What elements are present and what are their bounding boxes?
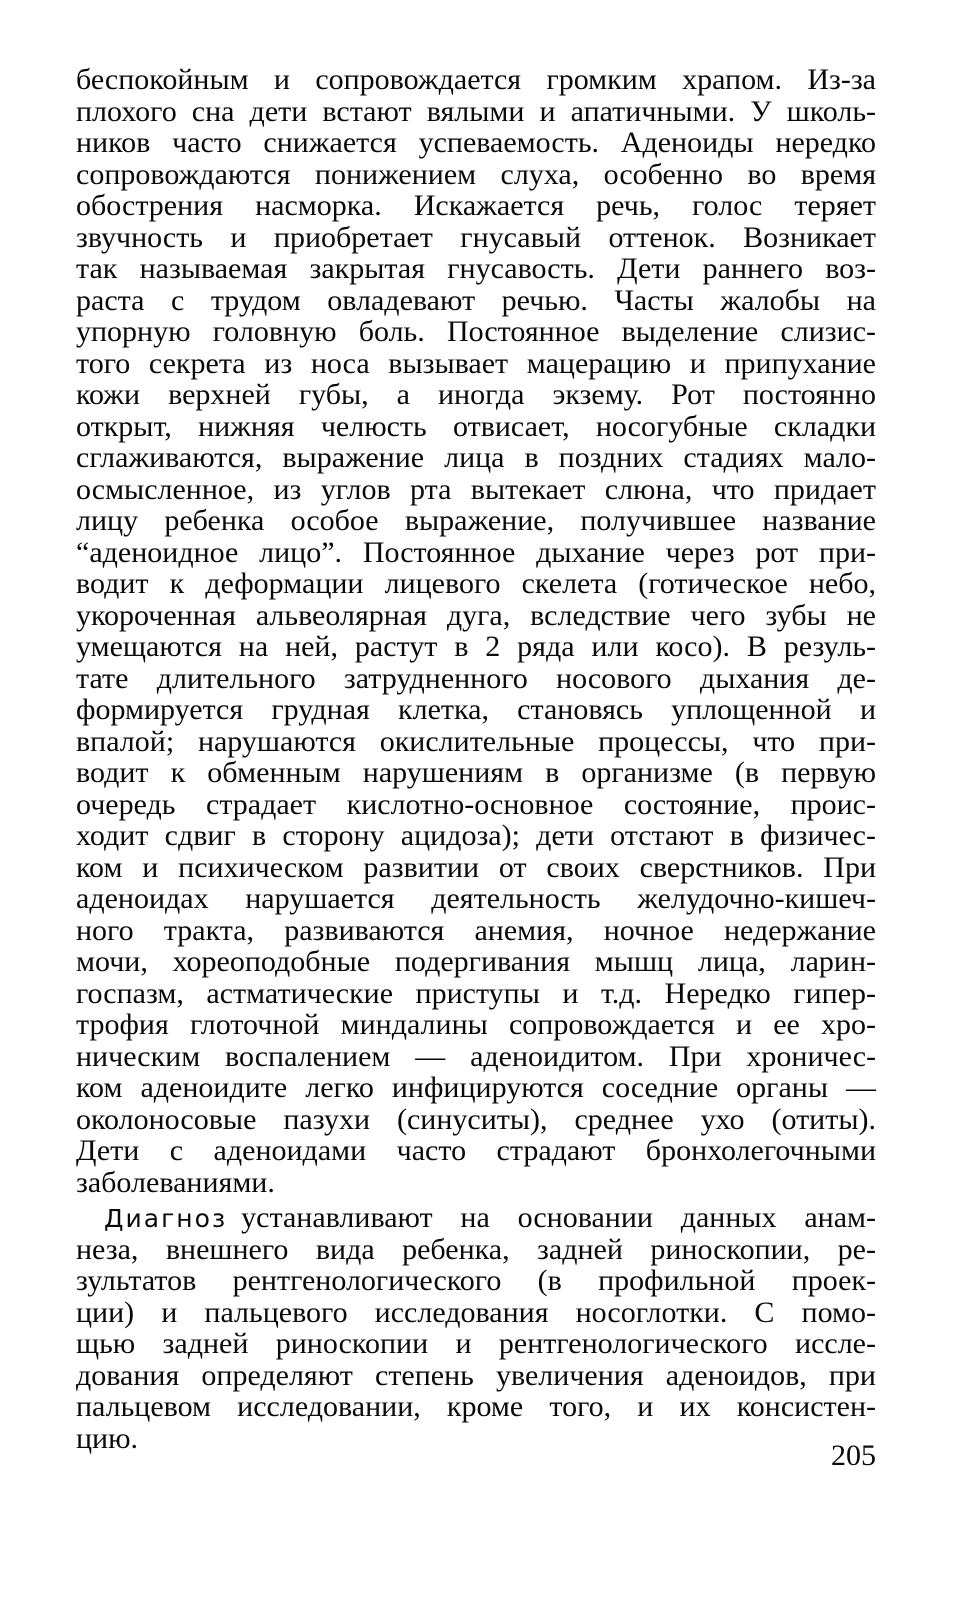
text-line: беспокойным и сопровождается громким храпом. Из-за: [76, 63, 876, 96]
text-line: Дети с аденоидами часто страдают бронхолегочными: [76, 1134, 876, 1167]
text-line: открыт, нижняя челюсть отвисает, носогубные складки: [76, 409, 876, 443]
text-line: ходит сдвиг в сторону ацидоза); дети отстают в физичес-: [76, 819, 876, 852]
text-line: трофия глоточной миндалины сопровождается и ее хро-: [76, 1008, 876, 1041]
text-line: впалой; нарушаются окислительные процессы, что при-: [76, 724, 876, 758]
text-line: звучность и приобретает гнусавый оттенок. Возникает: [76, 220, 876, 254]
text-line: неза, внешнего вида ребенка, задней риноскопии, ре-: [76, 1232, 876, 1266]
text-line: ного тракта, развиваются анемия, ночное недержание: [76, 913, 876, 947]
text-line: заболеваниями.: [76, 1165, 275, 1199]
text-line: очередь страдает кислотно-основное состояние, проис-: [76, 787, 876, 821]
page-text: [76, 64, 876, 1454]
text-line: упорную головную боль. Постоянное выделение слизис-: [76, 315, 876, 348]
paragraph-symptoms: [76, 64, 876, 1198]
text-line: кожи верхней губы, а иногда экзему. Рот постоянно: [76, 378, 876, 411]
text-line: ническим воспалением — аденоидитом. При хроничес-: [76, 1039, 876, 1073]
text-line: ции) и пальцевого исследования носоглотки. С помо-: [76, 1295, 876, 1329]
text-line: сглаживаются, выражение лица в поздних стадиях мало-: [76, 441, 876, 474]
text-line: лицу ребенка особое выражение, получившее название: [76, 504, 876, 537]
text-line: формируется грудная клетка, становясь уплощенной и: [76, 693, 876, 726]
section-label-diagnosis: Диагноз: [104, 1204, 228, 1233]
page-number: 205: [831, 1439, 876, 1472]
text-line: тате длительного затрудненного носового дыхания де-: [76, 661, 876, 695]
text-line: “аденоидное лицо”. Постоянное дыхание через рот при-: [76, 535, 876, 569]
text-line: укороченная альвеолярная дуга, вследствие чего зубы не: [76, 598, 876, 632]
text-line: осмысленное, из углов рта вытекает слюна, что придает: [76, 472, 876, 506]
text-line: околоносовые пазухи (синуситы), среднее ухо (отиты).: [76, 1102, 876, 1136]
text-line: ком и психическом развитии от своих сверстников. При: [76, 850, 876, 884]
text-line: так называемая закрытая гнусавость. Дети раннего воз-: [76, 252, 876, 285]
text-line: ников часто снижается успеваемость. Аденоиды нередко: [76, 126, 876, 159]
text-line: аденоидах нарушается деятельность желудочно-кишеч-: [76, 882, 876, 915]
text-line: пальцевом исследовании, кроме того, и их консистен-: [76, 1390, 876, 1423]
text-line: плохого сна дети встают вялыми и апатичными. У школь-: [76, 94, 876, 128]
text-line: госпазм, астматические приступы и т.д. Нередко гипер-: [76, 976, 876, 1010]
text-line: умещаются на ней, растут в 2 ряда или косо). В резуль-: [76, 630, 876, 663]
text-line: раста с трудом овладевают речью. Часты жалобы на: [76, 283, 876, 317]
text-line: водит к обменным нарушениям в организме (в первую: [76, 756, 876, 789]
text-line: зультатов рентгенологического (в профильной проек-: [76, 1264, 876, 1297]
text-line: мочи, хореоподобные подергивания мышц лица, ларин-: [76, 945, 876, 978]
text-line: [76, 1202, 876, 1234]
text-line: того секрета из носа вызывает мацерацию и припухание: [76, 346, 876, 380]
text-line: обострения насморка. Искажается речь, голос теряет: [76, 189, 876, 222]
text-line: водит к деформации лицевого скелета (готическое небо,: [76, 567, 876, 600]
text-line: щью задней риноскопии и рентгенологического иссле-: [76, 1327, 876, 1360]
text-line: ком аденоидите легко инфицируются соседние органы —: [76, 1071, 876, 1104]
text-line: цию.: [76, 1421, 139, 1455]
text-line: дования определяют степень увеличения аденоидов, при: [76, 1358, 876, 1392]
paragraph-diagnosis: [76, 1202, 876, 1454]
text-line-rest: устанавливают на основании данных анам-: [241, 1201, 876, 1234]
text-line: сопровождаются понижением слуха, особенно во время: [76, 157, 876, 191]
